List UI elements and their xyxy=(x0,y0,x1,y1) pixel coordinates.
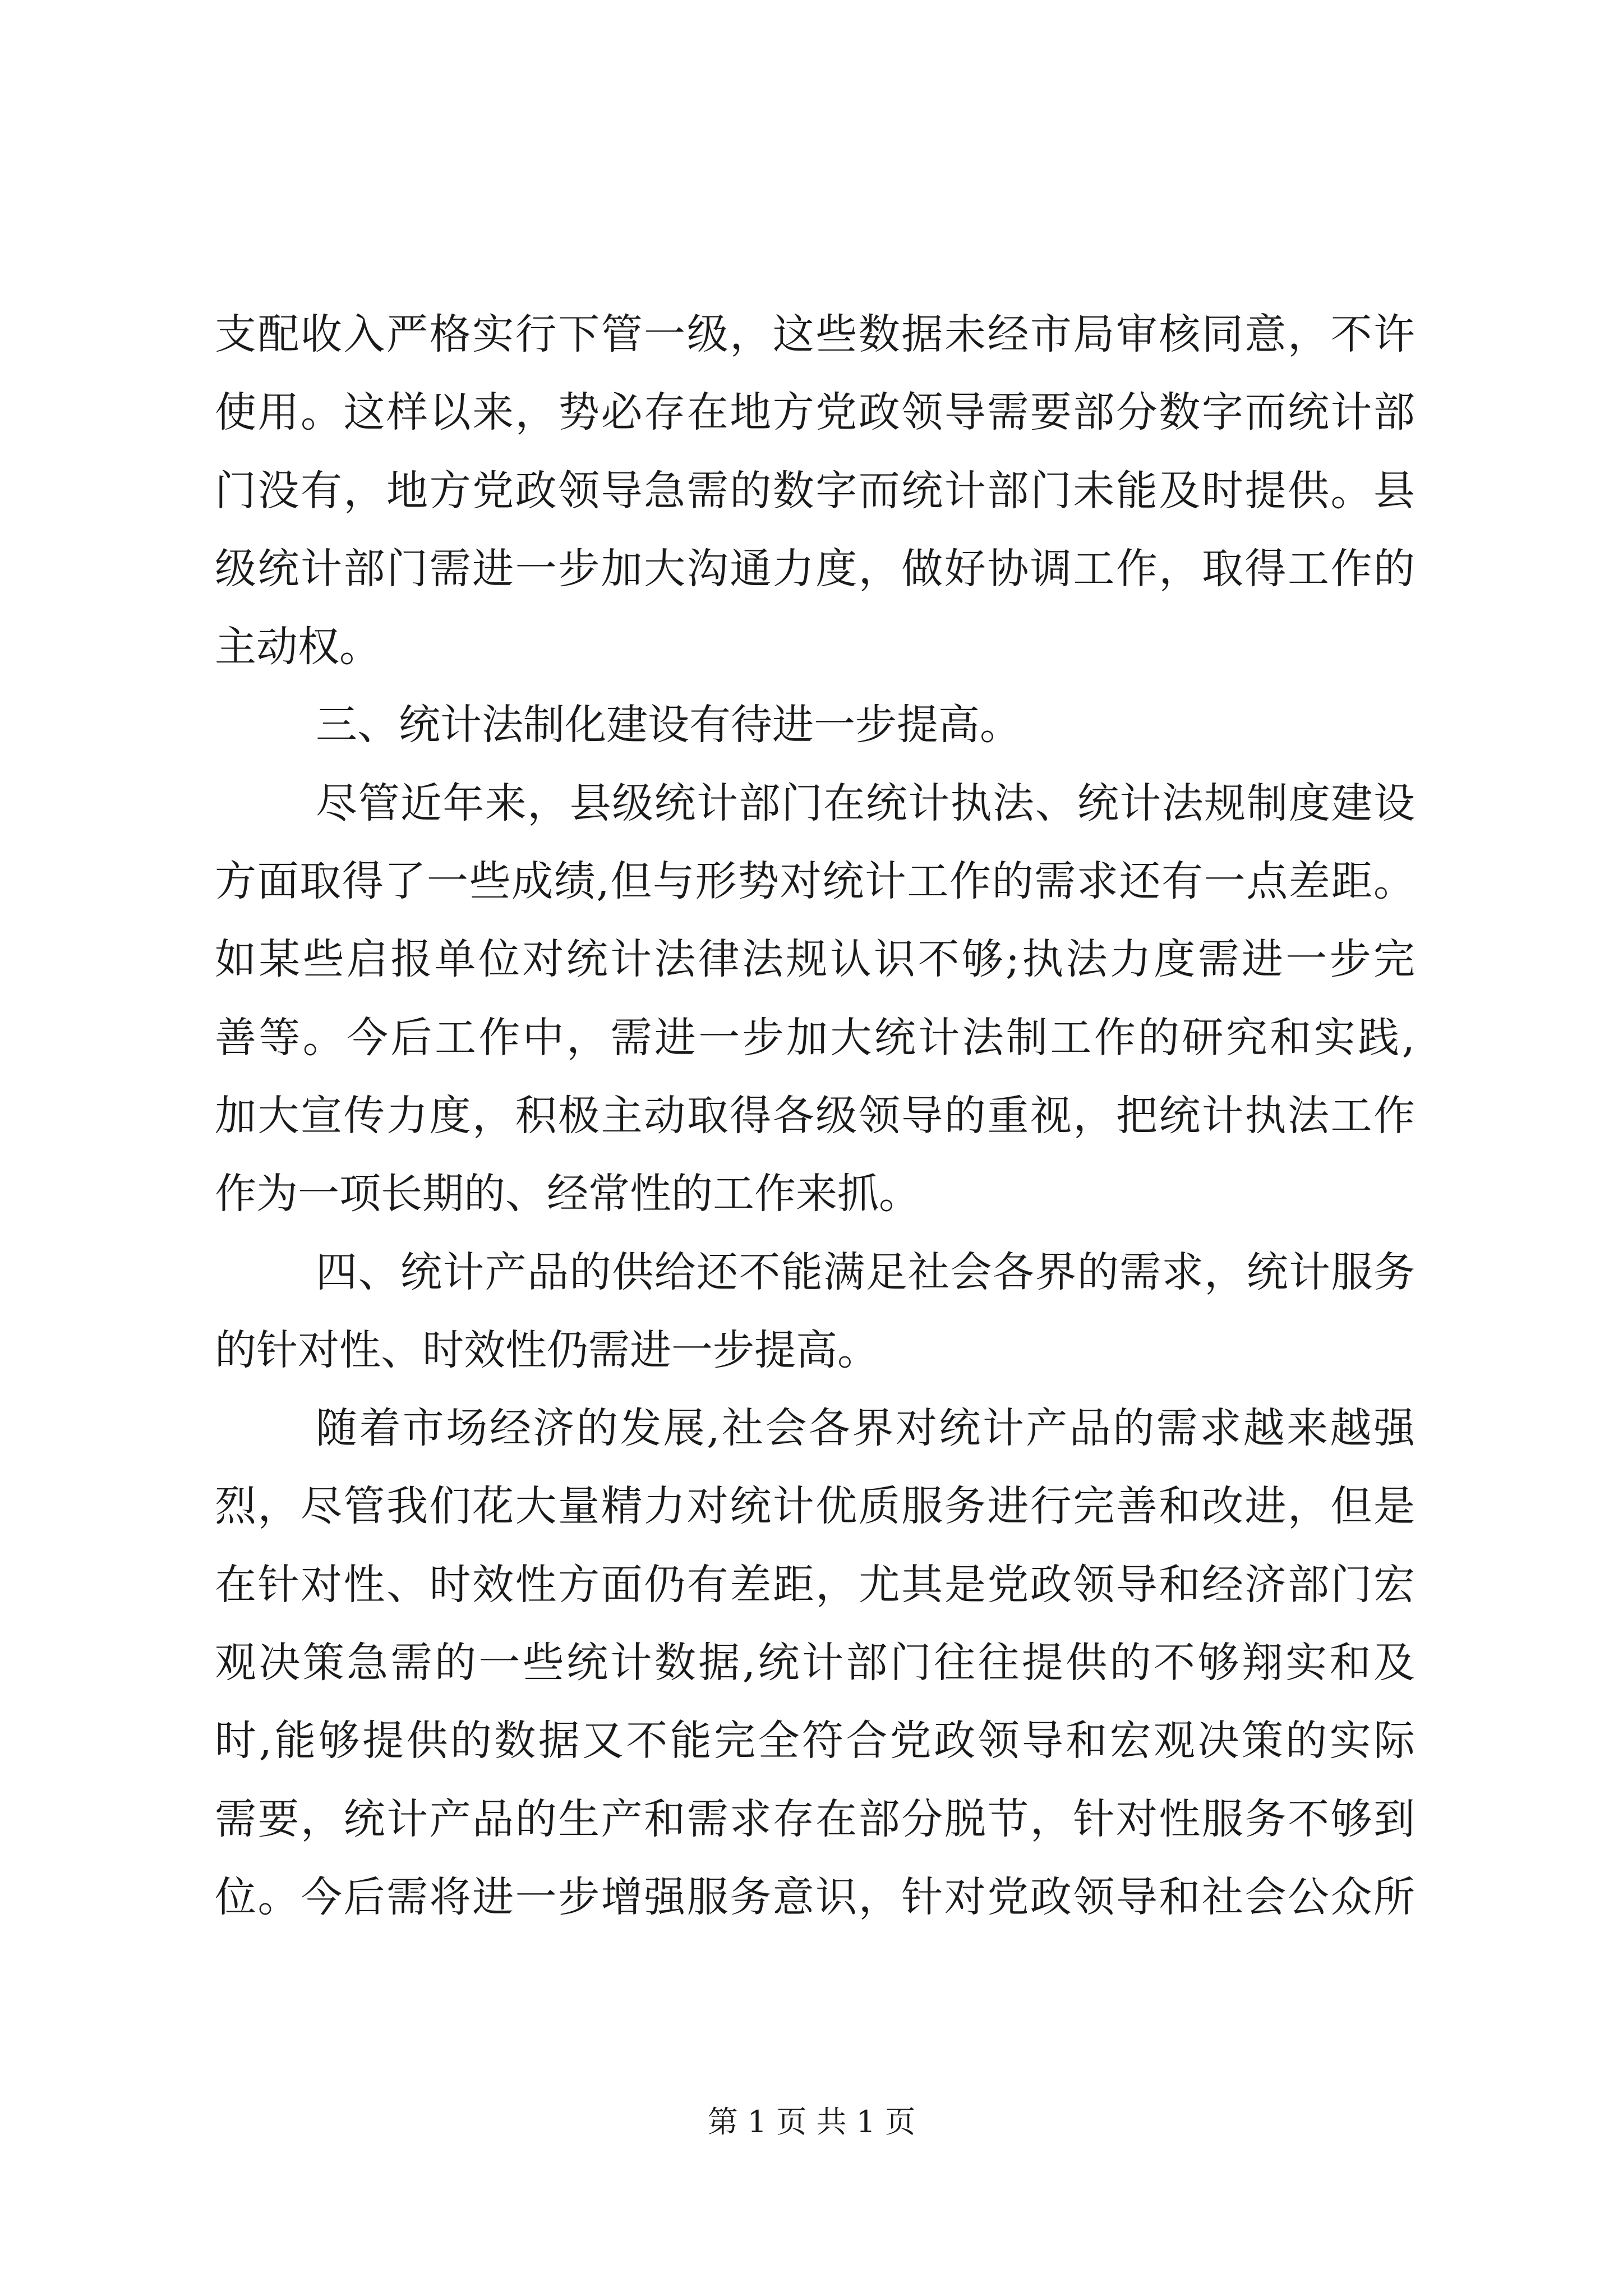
text-line: 支配收入严格实行下管一级，这些数据未经市局审核同意，不许 xyxy=(215,310,1415,358)
text-line: 需要，统计产品的生产和需求存在部分脱节，针对性服务不够到 xyxy=(215,1795,1415,1843)
text-line: 三、统计法制化建设有待进一步提高。 xyxy=(316,701,1021,749)
text-line: 作为一项长期的、经常性的工作来抓。 xyxy=(215,1170,920,1218)
text-line: 尽管近年来，县级统计部门在统计执法、统计法规制度建设 xyxy=(316,779,1415,827)
text-line: 的针对性、时效性仍需进一步提高。 xyxy=(215,1326,879,1374)
text-line: 时,能够提供的数据又不能完全符合党政领导和宏观决策的实际 xyxy=(215,1717,1415,1765)
text-line: 在针对性、时效性方面仍有差距，尤其是党政领导和经济部门宏 xyxy=(215,1560,1415,1609)
text-line: 使用。这样以来，势必存在地方党政领导需要部分数字而统计部 xyxy=(215,388,1415,437)
document-body xyxy=(215,296,1415,1936)
text-line: 位。今后需将进一步增强服务意识，针对党政领导和社会公众所 xyxy=(215,1872,1415,1921)
text-line: 级统计部门需进一步加大沟通力度，做好协调工作，取得工作的 xyxy=(215,544,1415,593)
text-line: 方面取得了一些成绩,但与形势对统计工作的需求还有一点差距。 xyxy=(215,857,1415,906)
text-line: 观决策急需的一些统计数据,统计部门往往提供的不够翔实和及 xyxy=(215,1639,1415,1687)
text-line: 烈，尽管我们花大量精力对统计优质服务进行完善和改进，但是 xyxy=(215,1482,1415,1531)
text-line: 门没有，地方党政领导急需的数字而统计部门未能及时提供。县 xyxy=(215,466,1415,515)
page-footer: 第 1 页 共 1 页 xyxy=(707,2104,916,2139)
text-line: 四、统计产品的供给还不能满足社会各界的需求，统计服务 xyxy=(316,1248,1415,1296)
text-line: 善等。今后工作中，需进一步加大统计法制工作的研究和实践, xyxy=(215,1013,1415,1062)
text-line: 如某些启报单位对统计法律法规认识不够;执法力度需进一步完 xyxy=(215,935,1415,984)
text-line: 加大宣传力度，积极主动取得各级领导的重视，把统计执法工作 xyxy=(215,1091,1415,1140)
text-line: 随着市场经济的发展,社会各界对统计产品的需求越来越强 xyxy=(316,1404,1415,1453)
text-line: 主动权。 xyxy=(215,623,381,671)
